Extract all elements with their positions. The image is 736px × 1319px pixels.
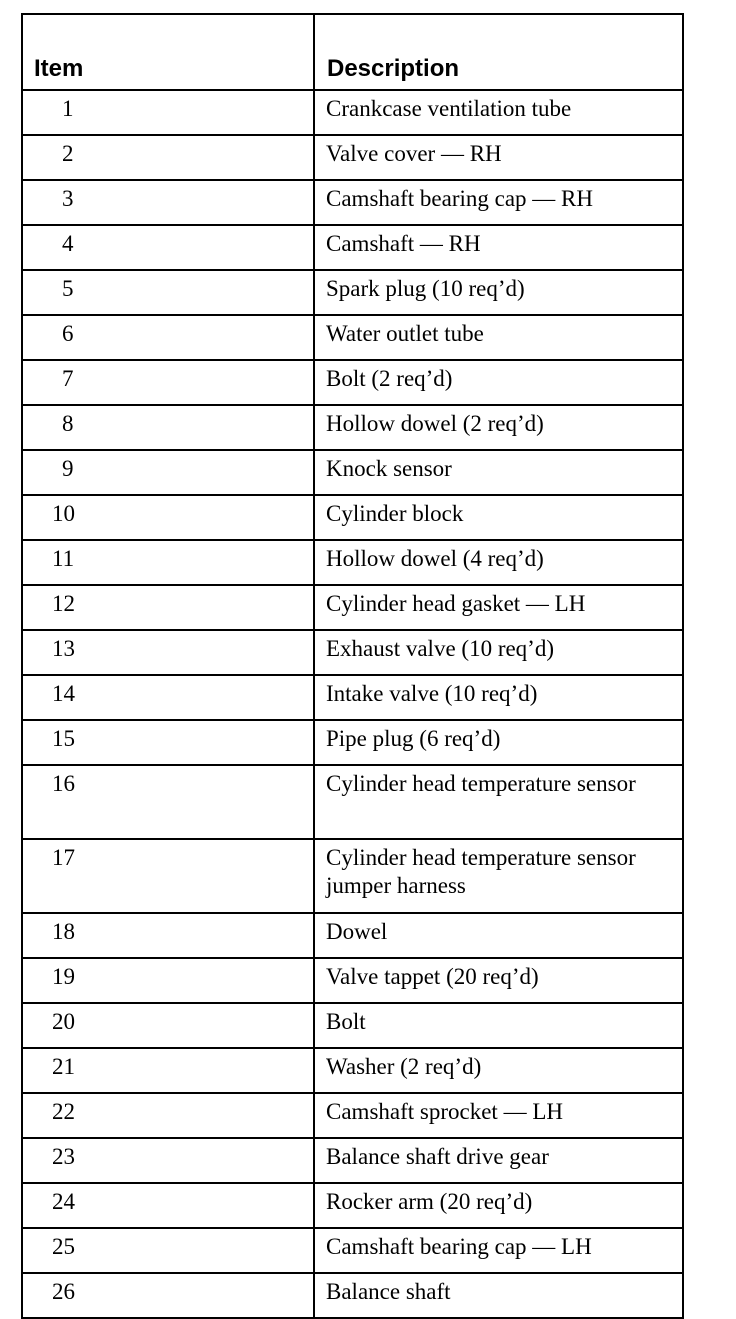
item-number: 13	[22, 630, 314, 675]
table-row	[22, 1138, 683, 1183]
item-description: Hollow dowel (2 req’d)	[314, 405, 683, 450]
table-row	[22, 1183, 683, 1228]
table-row	[22, 675, 683, 720]
item-description: Cylinder block	[314, 495, 683, 540]
table-row	[22, 765, 683, 839]
item-number: 25	[22, 1228, 314, 1273]
item-description: Rocker arm (20 req’d)	[314, 1183, 683, 1228]
item-number: 15	[22, 720, 314, 765]
item-description: Camshaft sprocket — LH	[314, 1093, 683, 1138]
table-row	[22, 913, 683, 958]
item-number: 22	[22, 1093, 314, 1138]
table-row	[22, 540, 683, 585]
table-row	[22, 495, 683, 540]
table-row	[22, 1093, 683, 1138]
item-number: 23	[22, 1138, 314, 1183]
item-description: Spark plug (10 req’d)	[314, 270, 683, 315]
item-number: 18	[22, 913, 314, 958]
item-number: 20	[22, 1003, 314, 1048]
item-description: Pipe plug (6 req’d)	[314, 720, 683, 765]
table-row	[22, 135, 683, 180]
parts-table	[21, 13, 684, 1319]
table-row	[22, 180, 683, 225]
item-description: Hollow dowel (4 req’d)	[314, 540, 683, 585]
item-number: 4	[22, 225, 314, 270]
description-column-header: Description	[314, 14, 683, 90]
item-number: 10	[22, 495, 314, 540]
item-number: 19	[22, 958, 314, 1003]
table-row	[22, 405, 683, 450]
table-row	[22, 1003, 683, 1048]
item-number: 12	[22, 585, 314, 630]
item-number: 7	[22, 360, 314, 405]
item-description: Valve tappet (20 req’d)	[314, 958, 683, 1003]
item-description: Balance shaft	[314, 1273, 683, 1318]
item-description: Camshaft bearing cap — LH	[314, 1228, 683, 1273]
item-number: 21	[22, 1048, 314, 1093]
item-description: Bolt (2 req’d)	[314, 360, 683, 405]
item-description: Knock sensor	[314, 450, 683, 495]
table-row	[22, 450, 683, 495]
item-number: 6	[22, 315, 314, 360]
item-description: Camshaft — RH	[314, 225, 683, 270]
item-description: Washer (2 req’d)	[314, 1048, 683, 1093]
item-description: Crankcase ventilation tube	[314, 90, 683, 135]
table-row	[22, 270, 683, 315]
item-description: Bolt	[314, 1003, 683, 1048]
item-number: 2	[22, 135, 314, 180]
item-description: Cylinder head temperature sensor jumper harness	[314, 839, 683, 913]
item-description: Water outlet tube	[314, 315, 683, 360]
table-row	[22, 315, 683, 360]
item-description: Valve cover — RH	[314, 135, 683, 180]
table-row	[22, 585, 683, 630]
table-row	[22, 90, 683, 135]
item-column-header: Item	[22, 14, 314, 90]
item-number: 1	[22, 90, 314, 135]
item-description: Dowel	[314, 913, 683, 958]
item-number: 14	[22, 675, 314, 720]
item-number: 24	[22, 1183, 314, 1228]
table-row	[22, 720, 683, 765]
table-row	[22, 360, 683, 405]
item-description: Intake valve (10 req’d)	[314, 675, 683, 720]
item-description: Balance shaft drive gear	[314, 1138, 683, 1183]
table-row	[22, 1228, 683, 1273]
item-number: 8	[22, 405, 314, 450]
table-row	[22, 225, 683, 270]
item-number: 16	[22, 765, 314, 839]
item-description: Cylinder head temperature sensor	[314, 765, 683, 839]
item-number: 5	[22, 270, 314, 315]
table-row	[22, 1273, 683, 1318]
item-number: 17	[22, 839, 314, 913]
item-description: Cylinder head gasket — LH	[314, 585, 683, 630]
item-number: 9	[22, 450, 314, 495]
item-number: 11	[22, 540, 314, 585]
table-row	[22, 958, 683, 1003]
table-row	[22, 630, 683, 675]
item-number: 3	[22, 180, 314, 225]
item-description: Exhaust valve (10 req’d)	[314, 630, 683, 675]
item-description: Camshaft bearing cap — RH	[314, 180, 683, 225]
table-header-row	[22, 14, 683, 90]
table-row	[22, 839, 683, 913]
item-number: 26	[22, 1273, 314, 1318]
table-row	[22, 1048, 683, 1093]
